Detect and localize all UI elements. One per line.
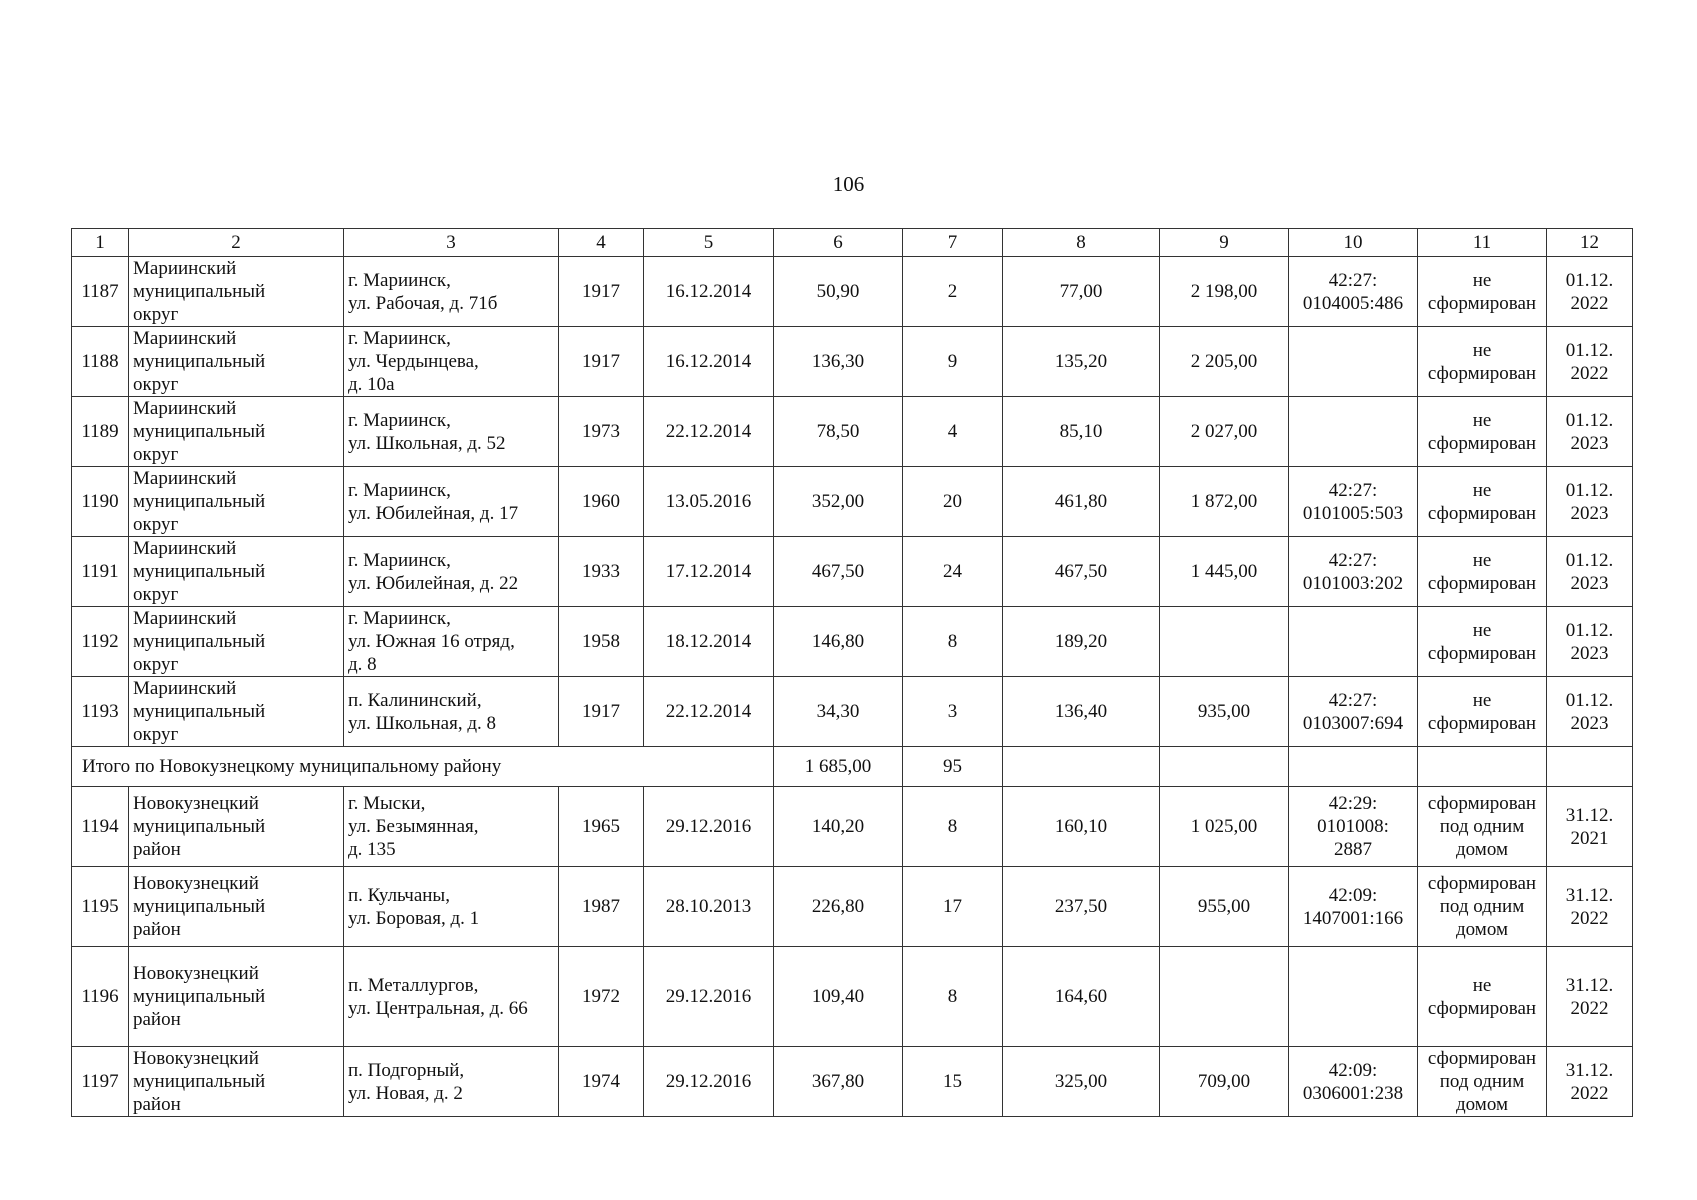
cell-land-status: не сформирован: [1418, 947, 1547, 1047]
cell-date: 22.12.2014: [644, 677, 774, 747]
cell-land-status: сформирован под одним домом: [1418, 787, 1547, 867]
cell-year: 1917: [559, 257, 644, 327]
cell-cost: 709,00: [1160, 1047, 1289, 1117]
cell-year: 1973: [559, 397, 644, 467]
cell-address: п. Кульчаны, ул. Боровая, д. 1: [344, 867, 559, 947]
cell-year: 1958: [559, 607, 644, 677]
cell-deadline: 01.12. 2023: [1547, 467, 1633, 537]
cell-cost: 1 872,00: [1160, 467, 1289, 537]
table-row: [72, 867, 1633, 947]
header-cell: 9: [1160, 229, 1289, 257]
cell-total-area: 325,00: [1003, 1047, 1160, 1117]
cell-deadline: 01.12. 2023: [1547, 677, 1633, 747]
header-cell: 7: [903, 229, 1003, 257]
total-empty-cell: [1003, 747, 1160, 787]
table-row: [72, 257, 1633, 327]
cell-district: Мариинский муниципальный округ: [129, 327, 344, 397]
cell-district: Мариинский муниципальный округ: [129, 677, 344, 747]
cell-total-area: 77,00: [1003, 257, 1160, 327]
cell-deadline: 31.12. 2021: [1547, 787, 1633, 867]
cell-date: 13.05.2016: [644, 467, 774, 537]
cell-total-area: 135,20: [1003, 327, 1160, 397]
cell-district: Мариинский муниципальный округ: [129, 607, 344, 677]
cell-date: 29.12.2016: [644, 1047, 774, 1117]
cell-deadline: 31.12. 2022: [1547, 1047, 1633, 1117]
cell-total-area: 189,20: [1003, 607, 1160, 677]
cell-people: 15: [903, 1047, 1003, 1117]
total-label: Итого по Новокузнецкому муниципальному району: [72, 747, 774, 787]
cell-people: 20: [903, 467, 1003, 537]
page-number: 106: [832, 172, 865, 196]
cell-land-status: не сформирован: [1418, 257, 1547, 327]
cell-number: 1191: [72, 537, 129, 607]
cell-area: 50,90: [774, 257, 903, 327]
total-empty-cell: [1160, 747, 1289, 787]
cell-cost: 1 445,00: [1160, 537, 1289, 607]
cell-cadastral: 42:27: 0101005:503: [1289, 467, 1418, 537]
cell-address: п. Калининский, ул. Школьная, д. 8: [344, 677, 559, 747]
cell-address: п. Металлургов, ул. Центральная, д. 66: [344, 947, 559, 1047]
table-body-total: [72, 747, 1633, 787]
cell-cadastral: 42:29: 0101008: 2887: [1289, 787, 1418, 867]
cell-cost: 2 198,00: [1160, 257, 1289, 327]
cell-cost: 2 205,00: [1160, 327, 1289, 397]
header-cell: 4: [559, 229, 644, 257]
total-empty-cell: [1547, 747, 1633, 787]
cell-year: 1917: [559, 677, 644, 747]
cell-year: 1917: [559, 327, 644, 397]
cell-deadline: 01.12. 2023: [1547, 397, 1633, 467]
total-empty-cell: [1418, 747, 1547, 787]
cell-people: 17: [903, 867, 1003, 947]
cell-number: 1196: [72, 947, 129, 1047]
table-row: [72, 467, 1633, 537]
cell-cost: 2 027,00: [1160, 397, 1289, 467]
cell-area: 140,20: [774, 787, 903, 867]
table-body-novokuznetsky: [72, 787, 1633, 1117]
cell-date: 29.12.2016: [644, 947, 774, 1047]
cell-address: г. Мариинск, ул. Школьная, д. 52: [344, 397, 559, 467]
cell-cost: [1160, 947, 1289, 1047]
cell-land-status: не сформирован: [1418, 537, 1547, 607]
cell-land-status: не сформирован: [1418, 607, 1547, 677]
cell-cadastral: [1289, 947, 1418, 1047]
cell-address: г. Мариинск, ул. Южная 16 отряд, д. 8: [344, 607, 559, 677]
cell-year: 1965: [559, 787, 644, 867]
cell-number: 1189: [72, 397, 129, 467]
total-area: 1 685,00: [774, 747, 903, 787]
total-empty-cell: [1289, 747, 1418, 787]
table-header: [72, 229, 1633, 257]
cell-number: 1190: [72, 467, 129, 537]
cell-number: 1195: [72, 867, 129, 947]
cell-area: 352,00: [774, 467, 903, 537]
cell-address: г. Мариинск, ул. Юбилейная, д. 17: [344, 467, 559, 537]
table-row: [72, 607, 1633, 677]
cell-date: 16.12.2014: [644, 257, 774, 327]
cell-year: 1933: [559, 537, 644, 607]
cell-cost: 935,00: [1160, 677, 1289, 747]
cell-date: 29.12.2016: [644, 787, 774, 867]
cell-district: Новокузнецкий муниципальный район: [129, 947, 344, 1047]
cell-area: 467,50: [774, 537, 903, 607]
cell-area: 109,40: [774, 947, 903, 1047]
cell-deadline: 01.12. 2023: [1547, 607, 1633, 677]
cell-area: 367,80: [774, 1047, 903, 1117]
cell-people: 3: [903, 677, 1003, 747]
cell-cadastral: [1289, 607, 1418, 677]
header-cell: 8: [1003, 229, 1160, 257]
cell-people: 9: [903, 327, 1003, 397]
cell-district: Мариинский муниципальный округ: [129, 467, 344, 537]
cell-date: 22.12.2014: [644, 397, 774, 467]
cell-address: г. Мариинск, ул. Юбилейная, д. 22: [344, 537, 559, 607]
cell-people: 2: [903, 257, 1003, 327]
header-cell: 11: [1418, 229, 1547, 257]
cell-date: 18.12.2014: [644, 607, 774, 677]
cell-year: 1974: [559, 1047, 644, 1117]
cell-total-area: 136,40: [1003, 677, 1160, 747]
cell-number: 1188: [72, 327, 129, 397]
cell-total-area: 164,60: [1003, 947, 1160, 1047]
cell-number: 1193: [72, 677, 129, 747]
cell-year: 1960: [559, 467, 644, 537]
cell-date: 17.12.2014: [644, 537, 774, 607]
cell-total-area: 237,50: [1003, 867, 1160, 947]
cell-people: 8: [903, 947, 1003, 1047]
cell-number: 1192: [72, 607, 129, 677]
cell-deadline: 01.12. 2022: [1547, 257, 1633, 327]
header-cell: 2: [129, 229, 344, 257]
cell-land-status: сформирован под одним домом: [1418, 1047, 1547, 1117]
cell-cost: 955,00: [1160, 867, 1289, 947]
header-cell: 5: [644, 229, 774, 257]
cell-number: 1194: [72, 787, 129, 867]
cell-people: 4: [903, 397, 1003, 467]
cell-cost: 1 025,00: [1160, 787, 1289, 867]
cell-cadastral: [1289, 327, 1418, 397]
cell-district: Мариинский муниципальный округ: [129, 397, 344, 467]
cell-district: Мариинский муниципальный округ: [129, 257, 344, 327]
cell-number: 1197: [72, 1047, 129, 1117]
cell-cost: [1160, 607, 1289, 677]
table-body-mariinsky: [72, 257, 1633, 747]
cell-cadastral: 42:27: 0101003:202: [1289, 537, 1418, 607]
cell-district: Новокузнецкий муниципальный район: [129, 787, 344, 867]
table-row: [72, 787, 1633, 867]
cell-number: 1187: [72, 257, 129, 327]
table-row: [72, 947, 1633, 1047]
cell-address: г. Мариинск, ул. Чердынцева, д. 10а: [344, 327, 559, 397]
header-cell: 1: [72, 229, 129, 257]
cell-area: 146,80: [774, 607, 903, 677]
cell-land-status: не сформирован: [1418, 467, 1547, 537]
cell-land-status: сформирован под одним домом: [1418, 867, 1547, 947]
header-cell: 12: [1547, 229, 1633, 257]
cell-address: п. Подгорный, ул. Новая, д. 2: [344, 1047, 559, 1117]
table-row: [72, 327, 1633, 397]
cell-land-status: не сформирован: [1418, 677, 1547, 747]
cell-total-area: 461,80: [1003, 467, 1160, 537]
cell-cadastral: 42:27: 0103007:694: [1289, 677, 1418, 747]
cell-area: 34,30: [774, 677, 903, 747]
cell-cadastral: [1289, 397, 1418, 467]
cell-deadline: 31.12. 2022: [1547, 947, 1633, 1047]
table-row: [72, 677, 1633, 747]
cell-deadline: 01.12. 2023: [1547, 537, 1633, 607]
cell-area: 226,80: [774, 867, 903, 947]
registry-table: [71, 228, 1633, 1117]
cell-district: Новокузнецкий муниципальный район: [129, 1047, 344, 1117]
cell-land-status: не сформирован: [1418, 397, 1547, 467]
cell-deadline: 01.12. 2022: [1547, 327, 1633, 397]
cell-people: 8: [903, 607, 1003, 677]
cell-deadline: 31.12. 2022: [1547, 867, 1633, 947]
total-row: [72, 747, 1633, 787]
cell-cadastral: 42:09: 0306001:238: [1289, 1047, 1418, 1117]
cell-district: Мариинский муниципальный округ: [129, 537, 344, 607]
cell-date: 16.12.2014: [644, 327, 774, 397]
header-cell: 3: [344, 229, 559, 257]
cell-address: г. Мыски, ул. Безымянная, д. 135: [344, 787, 559, 867]
cell-total-area: 467,50: [1003, 537, 1160, 607]
cell-year: 1972: [559, 947, 644, 1047]
cell-total-area: 85,10: [1003, 397, 1160, 467]
total-people: 95: [903, 747, 1003, 787]
header-row: [72, 229, 1633, 257]
cell-land-status: не сформирован: [1418, 327, 1547, 397]
table-row: [72, 1047, 1633, 1117]
cell-date: 28.10.2013: [644, 867, 774, 947]
cell-cadastral: 42:27: 0104005:486: [1289, 257, 1418, 327]
cell-people: 8: [903, 787, 1003, 867]
cell-cadastral: 42:09: 1407001:166: [1289, 867, 1418, 947]
cell-district: Новокузнецкий муниципальный район: [129, 867, 344, 947]
table-row: [72, 397, 1633, 467]
cell-area: 78,50: [774, 397, 903, 467]
header-cell: 6: [774, 229, 903, 257]
table-row: [72, 537, 1633, 607]
cell-area: 136,30: [774, 327, 903, 397]
header-cell: 10: [1289, 229, 1418, 257]
cell-people: 24: [903, 537, 1003, 607]
cell-total-area: 160,10: [1003, 787, 1160, 867]
cell-year: 1987: [559, 867, 644, 947]
cell-address: г. Мариинск, ул. Рабочая, д. 71б: [344, 257, 559, 327]
